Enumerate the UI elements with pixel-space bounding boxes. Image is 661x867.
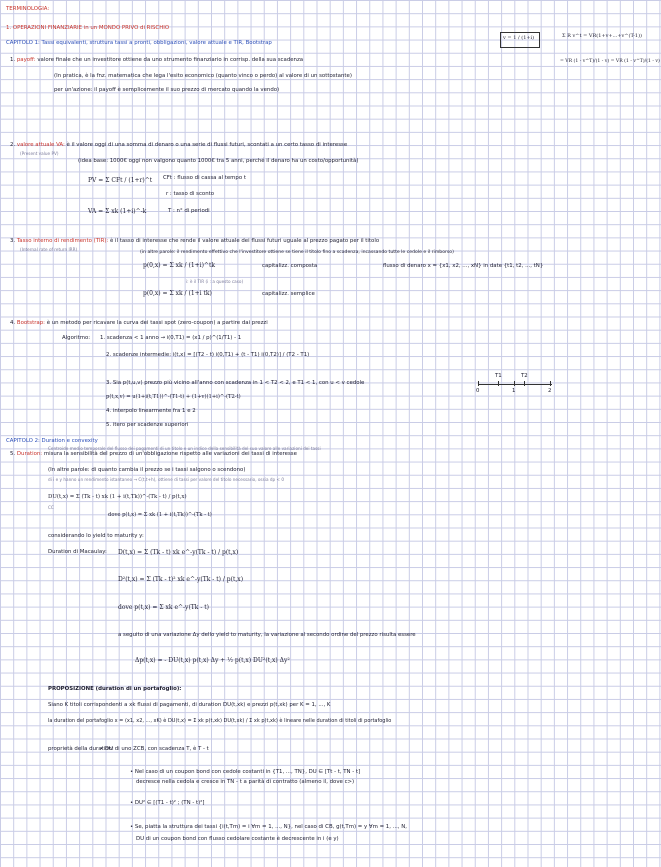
proposition-title: PROPOSIZIONE (duration di un portafoglio): [48, 686, 182, 692]
duration-small-note: di i e y hanno un rendimento istantaneo → C(t,t+h), ottiene di tassi per valore del titolo necessario, ossia dp < 0 [48, 477, 284, 482]
tir-line [10, 238, 379, 245]
macaulay-label: Duration di Macaulay: [48, 549, 107, 555]
du-formula: DU(t,x) = Σ (Tk - t) xk (1 + i(t,Tk))^-(Tk - t) / p(t,x) [48, 494, 187, 500]
proposition-line-2: la duration del portafoglio x = (x1, x2, ..., xK) è DU(t,x) = Σ xk p(t,xk) DU(t,xk) / Σ xk p(t,xk) è lineare nelle duration di titoli di portafoglio [48, 718, 392, 724]
property-du-squared: • DU² ∈ [(T1 - t)² ; (TN - t)²] [130, 800, 205, 806]
timeline-label-1: 1 [512, 388, 516, 394]
timeline-label-t2: T2 [521, 373, 528, 379]
duration-term: Duration: [16, 451, 43, 457]
payoff-number: 1. [10, 57, 16, 63]
property-flat-structure: • Se, piatta la struttura dei tassi {i(t,Tm) = i ∀m = 1, ..., N}, nel caso di CB, g(t,Tm) = y ∀m = 1, ..., N, [130, 824, 407, 830]
sum-formula: Σ R v^t = VR(1+v+...+v^(T-1)) [562, 33, 642, 39]
simple-note: capitalizz. semplice [262, 291, 315, 297]
timeline-tick-1 [514, 381, 515, 386]
tir-number: 3. [10, 238, 16, 244]
compound-note: capitalizz. composta [262, 263, 318, 269]
duration-line [10, 451, 297, 458]
bootstrap-step-1: 1. scadenza < 1 anno → i(0,T1) = (x1 / p)^(1/T1) - 1 [100, 335, 242, 341]
bootstrap-number: 4. [10, 320, 16, 326]
tir-explanation: (in altre parole: il rendimento effettivo che l'investitore ottiene se tiene il titolo fino a scadenza, incassando tutte le cedole e il rimborso) [140, 250, 454, 255]
va-subtitle: (Present value PV) [20, 151, 59, 156]
payoff-example: per un'azione: il payoff è semplicemente il suo prezzo di mercato quando la vendo) [54, 87, 280, 93]
r-definition: r : tasso di sconto [166, 191, 215, 197]
duration-centroid-def: Centroide medio temporale del flusso dei pagamenti di un titolo e un indice della sensibilità del suo valore alle variazioni dei tassi [48, 446, 321, 451]
bootstrap-definition: è un metodo per ricavare la curva dei tassi spot (zero-coupon) a partire dai prezzi [46, 320, 268, 326]
second-order-note: a seguito di una variazione Δy dello yield to maturity, la variazione al secondo ordine del prezzo risulta essere [118, 632, 416, 638]
tir-subtitle: (Internal rate of return IRR) [20, 247, 78, 252]
va-definition: è il valore oggi di una somma di denaro o una serie di flussi futuri, scontati a un certo tasso di interesse [66, 142, 348, 148]
macaulay-formula: D(t,x) = Σ (Tk - t) xk e^-y(Tk - t) / p(t,x) [118, 549, 239, 556]
section-title: 1. OPERAZIONI FINANZIARIE in un MONDO PRIVO di RISCHIO [6, 25, 170, 31]
timeline-tick-0 [478, 381, 479, 386]
bootstrap-step-3: 3. Sia p(t,u,v) prezzo più vicino all'anno con scadenza in 1 < T2 < 2, e T1 < 1, con u < v cedole [106, 380, 365, 386]
va-number: 2. [10, 142, 16, 148]
property-coupon-bond: • Nel caso di un coupon bond con cedole costanti in {T1, ..., TN}, DU ∈ [Tt - t, TN - t] [130, 769, 361, 775]
tir-small-note: i: è il TIR (i : a questo caso) [186, 279, 244, 284]
payoff-term: payoff: [16, 57, 36, 63]
timeline-label-0: 0 [476, 388, 480, 394]
du-where: dove p(t,x) = Σ xk (1 + i(t,Tk))^-(Tk - t) [108, 512, 212, 518]
chapter1-title: CAPITOLO 1: Tassi equivalenti, struttura tassi a pronti, obbligazioni, valore attuale e TIR, Bootstrap [6, 40, 272, 46]
timeline-tick-t2 [524, 381, 525, 386]
timeline-label-t1: T1 [495, 373, 502, 379]
property-coupon-bond-detail: decresce nella cedola e cresce in TN - t a parità di contratto (almeno il, dove c>) [136, 779, 355, 785]
v-formula: v = 1 / (1+i) [503, 35, 535, 41]
delta-price-formula: Δp(t,x) = - DU(t,x) p(t,x) Δy + ½ p(t,x) DU²(t,x) Δy² [135, 657, 290, 664]
bootstrap-term: Bootstrap: [16, 320, 45, 326]
timeline-axis [478, 384, 552, 385]
payoff-line [10, 57, 303, 64]
timeline-label-2: 2 [548, 388, 552, 394]
price-ytm-formula: dove p(t,x) = Σ xk e^-y(Tk - t) [118, 604, 210, 611]
duration-explanation: (In altre parole: di quanto cambia il prezzo se i tassi salgono o scendono) [48, 467, 246, 473]
duration-properties-label: proprietà della duration: [48, 746, 114, 752]
pv-formula: PV = Σ CFt / (1+r)^t [88, 177, 153, 184]
bootstrap-step-4: 4. interpolo linearmente fra 1 e 2 [106, 408, 196, 414]
duration-number: 5. [10, 451, 16, 457]
payoff-explanation: (In pratica, è la fnz. matematica che lega l'esito economico (quanto vinco o perdo) al valore di un sottostante) [54, 73, 352, 79]
timeline-tick-t1 [498, 381, 499, 386]
payoff-definition: valore finale che un investitore ottiene da uno strumento finanziario in corrisp. della sua scadenza [37, 57, 304, 63]
duration-definition: misura la sensibilità del prezzo di un'obbligazione rispetto alle variazioni dei tassi di interesse [43, 451, 297, 457]
price-simple-formula: p(0,x) = Σ xk / (1+i tk) [143, 290, 212, 297]
cash-flow-definition: flusso di denaro x = {x1, x2, ..., xN} in date {t1, t2, ..., tN} [383, 263, 544, 269]
price-compound-formula: p(0,x) = Σ xk / (1+i)^tk [143, 262, 215, 269]
ytm-consideration: considerando lo yield to maturity y: [48, 533, 144, 539]
bootstrap-step-3-equation: p(t,x,v) = u(1+i(t,T1))^-(T1-t) + (1+v)(1+i)^-(T2-t) [106, 394, 241, 400]
tir-term: Tasso interno di rendimento (TIR): [16, 238, 109, 244]
cf-definition: CFt : flusso di cassa al tempo t [163, 175, 246, 181]
cc-label: CC [48, 505, 54, 510]
property-zcb: • DU di uno ZCB, con scadenza T, è T - t [100, 746, 209, 752]
timeline-tick-2 [550, 381, 551, 386]
terminology-heading: TERMINOLOGIA: [6, 6, 50, 12]
va-formula: VA = Σ xk (1+i)^-k [88, 208, 147, 215]
bootstrap-line [10, 320, 268, 327]
algorithm-label: Algoritmo: [62, 335, 91, 341]
va-idea: (idea base: 1000€ oggi non valgono quanto 1000€ tra 5 anni, perché il denaro ha un costo/opportunità) [78, 158, 359, 164]
bootstrap-step-5: 5. itero per scadenze superiori [106, 422, 189, 428]
proposition-line-1: Siano K titoli corrispondenti a xk flussi di pagamenti, di duration DU(t,xk) e prezzi p(t,xk) per K = 1, ..., K [48, 702, 331, 708]
property-flat-structure-detail: DU di un coupon bond con flusso cedolare costante è decrescente in i (e y) [136, 836, 339, 842]
bootstrap-step-2: 2. scadenze intermedie: i(t,x) = [(T2 - t) i(0,T1) + (t - T1) i(0,T2)] / (T2 - T1) [106, 352, 310, 358]
annuity-formula: = VR (1 - v^T)/(1 - v) = VR (1 - v^T)/(1 - v) [560, 59, 660, 64]
chapter2-title: CAPITOLO 2: Duration e convexity [6, 438, 98, 444]
t-definition: T : n° di periodi [168, 208, 210, 214]
va-term: valore attuale VA: [16, 142, 65, 148]
macaulay-squared-formula: D²(t,x) = Σ (Tk - t)² xk e^-y(Tk - t) / p(t,x) [118, 576, 244, 583]
va-line [10, 142, 347, 149]
tir-definition: è il tasso di interesse che rende il valore attuale dei flussi futuri uguale al prezzo pagato per il titolo [109, 238, 380, 244]
